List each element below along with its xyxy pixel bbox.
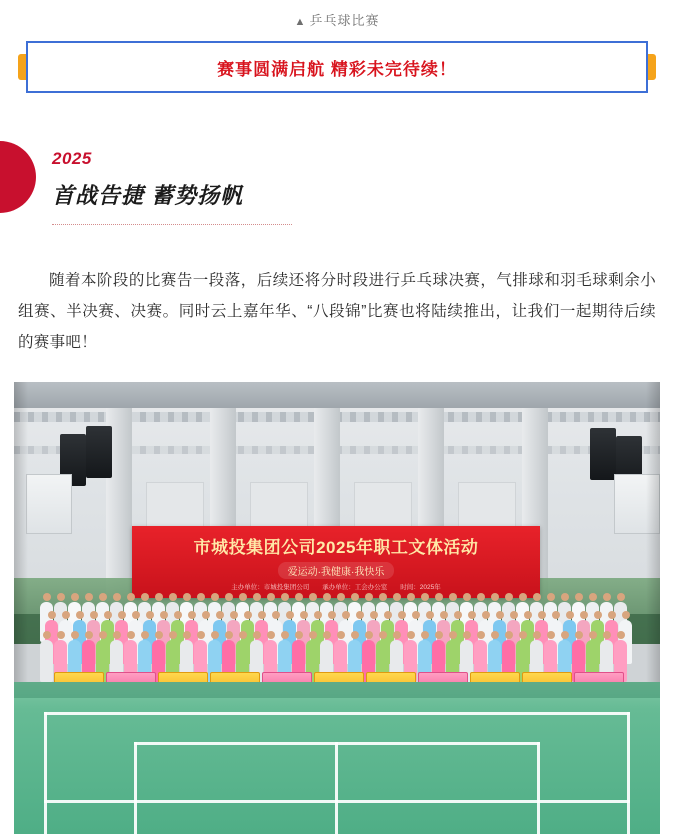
person-head [603, 593, 611, 601]
section-headline [0, 141, 674, 237]
decorative-circle [0, 141, 36, 213]
person-head [300, 611, 308, 619]
court-line [134, 742, 137, 834]
person-head [393, 631, 401, 639]
person-head [594, 611, 602, 619]
person-head [160, 611, 168, 619]
person-head [225, 593, 233, 601]
photo-vignette-left [14, 382, 28, 682]
person-head [253, 631, 261, 639]
person-head [309, 593, 317, 601]
wall-panel [354, 482, 412, 530]
person-head [533, 631, 541, 639]
person-head [435, 593, 443, 601]
person-head [351, 593, 359, 601]
person-head [118, 611, 126, 619]
person-head [239, 593, 247, 601]
person-head [351, 631, 359, 639]
person-head [85, 631, 93, 639]
person-head [211, 631, 219, 639]
person-head [57, 593, 65, 601]
person-head [267, 593, 275, 601]
person-head [524, 611, 532, 619]
person-head [211, 593, 219, 601]
person-head [477, 631, 485, 639]
person-head [379, 631, 387, 639]
person-head [393, 593, 401, 601]
person-head [580, 611, 588, 619]
person-head [622, 611, 630, 619]
person-head [337, 593, 345, 601]
stage-banner-title: 市城投集团公司2025年职工文体活动 [193, 538, 479, 557]
person-head [547, 593, 555, 601]
headline-banner [18, 41, 656, 93]
image-caption [0, 0, 674, 37]
court-line [44, 712, 47, 834]
person-head [468, 611, 476, 619]
person-head [491, 593, 499, 601]
person-head [463, 593, 471, 601]
person [40, 640, 53, 682]
triangle-icon: ▲ [294, 16, 307, 28]
person-head [244, 611, 252, 619]
person-head [356, 611, 364, 619]
person-head [589, 593, 597, 601]
floor-shadow-band [14, 682, 660, 698]
person-head [384, 611, 392, 619]
person-head [183, 631, 191, 639]
stage-banner-slogan: 爱运动·我健康·我快乐 [278, 562, 395, 579]
person-head [533, 593, 541, 601]
person-head [286, 611, 294, 619]
divider [52, 224, 292, 225]
headline-year: 2025 [52, 149, 92, 168]
person-head [454, 611, 462, 619]
person-head [314, 611, 322, 619]
person-head [407, 631, 415, 639]
person-head [482, 611, 490, 619]
person-head [272, 611, 280, 619]
person-head [463, 631, 471, 639]
person-head [440, 611, 448, 619]
person-head [225, 631, 233, 639]
person-head [174, 611, 182, 619]
person-head [169, 593, 177, 601]
wall-panel [146, 482, 204, 530]
person-head [547, 631, 555, 639]
person-head [295, 593, 303, 601]
person-head [48, 611, 56, 619]
person-head [519, 593, 527, 601]
person-head [71, 593, 79, 601]
person-head [127, 593, 135, 601]
person-head [85, 593, 93, 601]
person-head [57, 631, 65, 639]
person-head [132, 611, 140, 619]
person-head [155, 631, 163, 639]
wall-panel [458, 482, 516, 530]
person-head [76, 611, 84, 619]
person-head [113, 593, 121, 601]
caption-text: 乒乓球比赛 [309, 13, 380, 28]
banner-box [26, 41, 648, 93]
person-head [575, 593, 583, 601]
person-head [505, 593, 513, 601]
person-head [71, 631, 79, 639]
stage-banner [132, 526, 540, 598]
person-head [104, 611, 112, 619]
person-head [141, 631, 149, 639]
person-head [477, 593, 485, 601]
person-head [62, 611, 70, 619]
stage-banner-credits: 主办单位：市城投集团公司 承办单位：工会办公室 时间：2025年 [231, 584, 441, 591]
person-head [426, 611, 434, 619]
person-head [365, 631, 373, 639]
person-head [566, 611, 574, 619]
person-head [309, 631, 317, 639]
gym-floor [14, 682, 660, 834]
court-line [44, 712, 630, 715]
person-head [267, 631, 275, 639]
person-head [603, 631, 611, 639]
person-head [43, 631, 51, 639]
person-head [589, 631, 597, 639]
person-head [188, 611, 196, 619]
person-head [561, 593, 569, 601]
person-head [141, 593, 149, 601]
person-head [491, 631, 499, 639]
person-head [202, 611, 210, 619]
page-title: 首战告捷 蓄势扬帆 [52, 183, 244, 208]
person-head [337, 631, 345, 639]
person-head [127, 631, 135, 639]
photo-vignette-right [646, 382, 660, 682]
person-head [328, 611, 336, 619]
person-head [216, 611, 224, 619]
person-head [113, 631, 121, 639]
speaker-icon [590, 428, 616, 480]
person-head [575, 631, 583, 639]
person-head [258, 611, 266, 619]
person-head [510, 611, 518, 619]
person-head [449, 593, 457, 601]
person-head [617, 631, 625, 639]
person-head [281, 631, 289, 639]
person-head [552, 611, 560, 619]
body-paragraph: 随着本阶段的比赛告一段落，后续还将分时段进行乒乓球决赛，气排球和羽毛球剩余小组赛、半决赛、决赛。同时云上嘉年华、“八段锦”比赛也将陆续推出，让我们一起期待后续的赛事吧！ [18, 272, 656, 351]
banner-text: 赛事圆满启航 精彩未完待续！ [217, 59, 457, 79]
person-head [398, 611, 406, 619]
person-head [421, 593, 429, 601]
person-head [435, 631, 443, 639]
person-head [370, 611, 378, 619]
person-head [421, 631, 429, 639]
person-head [155, 593, 163, 601]
person-head [496, 611, 504, 619]
speaker-icon [86, 426, 112, 478]
person-head [449, 631, 457, 639]
person-head [90, 611, 98, 619]
hall-window [26, 474, 72, 534]
person-head [253, 593, 261, 601]
person-head [342, 611, 350, 619]
person-head [412, 611, 420, 619]
person-head [230, 611, 238, 619]
person-head [197, 593, 205, 601]
person-head [169, 631, 177, 639]
group-photo [14, 382, 660, 834]
court-line [335, 742, 338, 834]
person-head [538, 611, 546, 619]
person-head [505, 631, 513, 639]
court-line [44, 800, 630, 803]
court-line [537, 742, 540, 834]
person-head [146, 611, 154, 619]
person-head [407, 593, 415, 601]
person-head [323, 593, 331, 601]
person-head [561, 631, 569, 639]
person-head [519, 631, 527, 639]
person-head [99, 593, 107, 601]
person-head [43, 593, 51, 601]
person-head [617, 593, 625, 601]
person-head [99, 631, 107, 639]
person-head [281, 593, 289, 601]
person-head [323, 631, 331, 639]
court-line [627, 712, 630, 834]
person-head [608, 611, 616, 619]
person-head [239, 631, 247, 639]
person-head [183, 593, 191, 601]
person-head [365, 593, 373, 601]
person-head [379, 593, 387, 601]
wall-panel [250, 482, 308, 530]
ceiling-beam [14, 382, 660, 408]
person-head [197, 631, 205, 639]
person-head [295, 631, 303, 639]
